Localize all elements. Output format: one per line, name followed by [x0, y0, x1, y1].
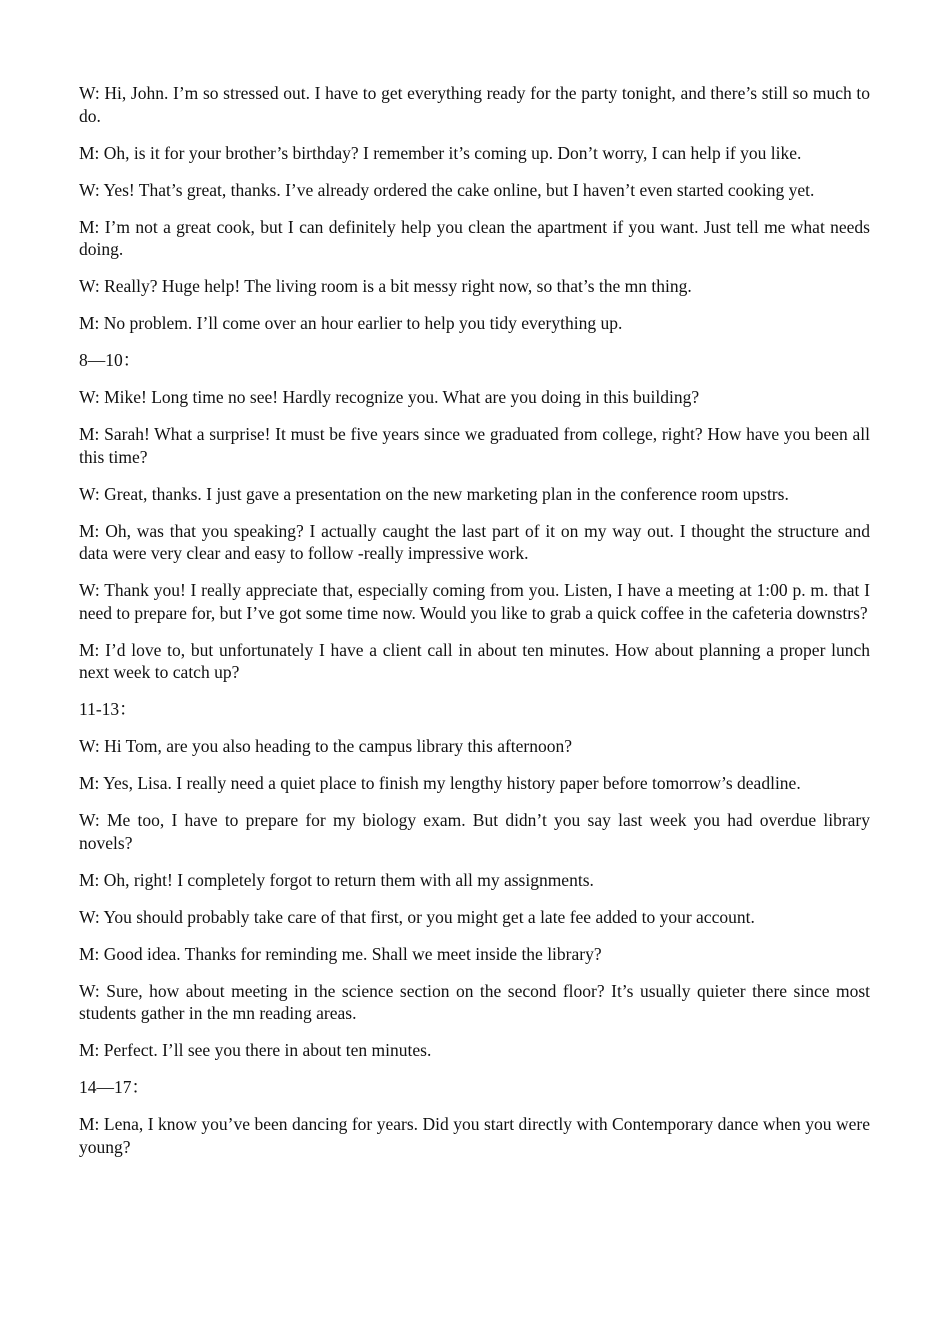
dialogue-line: W: Hi Tom, are you also heading to the campus library this afternoon?	[79, 736, 573, 756]
dialogue-line: M: Oh, right! I completely forgot to return them with all my assignments.	[79, 869, 594, 890]
dialogue-line: W: Mike! Long time no see! Hardly recognize you. What are you doing in this building?	[79, 387, 700, 407]
section-label: 8—10：	[79, 350, 141, 370]
dialogue-line: M: Lena, I know you’ve been dancing for years. Did you start directly with Contemporary dance when you were young?	[79, 1114, 870, 1157]
dialogue-line: M: Yes, Lisa. I really need a quiet place to finish my lengthy history paper before tomorrow’s deadline.	[79, 773, 801, 793]
dialogue-line: M: Perfect. I’ll see you there in about ten minutes.	[79, 1040, 432, 1060]
dialogue-line: W: Sure, how about meeting in the science section on the second floor? It’s usually quieter there since most students gather in the mn reading areas.	[79, 980, 870, 1023]
dialogue-line: W: You should probably take care of that first, or you might get a late fee added to your account.	[79, 906, 755, 927]
dialogue-line: M: Sarah! What a surprise! It must be five years since we graduated from college, right? How have you been all this time?	[79, 424, 870, 467]
dialogue-line: M: No problem. I’ll come over an hour earlier to help you tidy everything up.	[79, 313, 623, 333]
dialogue-line: M: I’m not a great cook, but I can definitely help you clean the apartment if you want. Just tell me what needs doing.	[79, 216, 870, 259]
document-page	[79, 82, 870, 1173]
dialogue-line: W: Great, thanks. I just gave a presentation on the new marketing plan in the conference room upstrs.	[79, 483, 789, 504]
dialogue-line: W: Me too, I have to prepare for my biology exam. But didn’t you say last week you had overdue library novels?	[79, 810, 870, 853]
dialogue-line: M: Good idea. Thanks for reminding me. Shall we meet inside the library?	[79, 943, 602, 964]
section-label: 11-13：	[79, 699, 137, 719]
dialogue-line: W: Thank you! I really appreciate that, especially coming from you. Listen, I have a meeting at 1:00 p. m. that I need to prepare for, but I’ve got some time now. Would you like to grab a quick coffee in the cafeteria downstrs?	[79, 580, 870, 623]
dialogue-line: M: Oh, is it for your brother’s birthday? I remember it’s coming up. Don’t worry, I can help if you like.	[79, 142, 802, 163]
dialogue-line: W: Hi, John. I’m so stressed out. I have to get everything ready for the party tonight, and there’s still so much to do.	[79, 83, 870, 126]
dialogue-line: M: Oh, was that you speaking? I actually caught the last part of it on my way out. I thought the structure and data were very clear and easy to follow -really impressive work.	[79, 520, 870, 563]
dialogue-line: W: Really? Huge help! The living room is a bit messy right now, so that’s the mn thing.	[79, 276, 692, 296]
section-label: 14—17：	[79, 1077, 149, 1097]
dialogue-line: W: Yes! That’s great, thanks. I’ve already ordered the cake online, but I haven’t even started cooking yet.	[79, 179, 815, 200]
dialogue-line: M: I’d love to, but unfortunately I have a client call in about ten minutes. How about planning a proper lunch next week to catch up?	[79, 639, 870, 682]
